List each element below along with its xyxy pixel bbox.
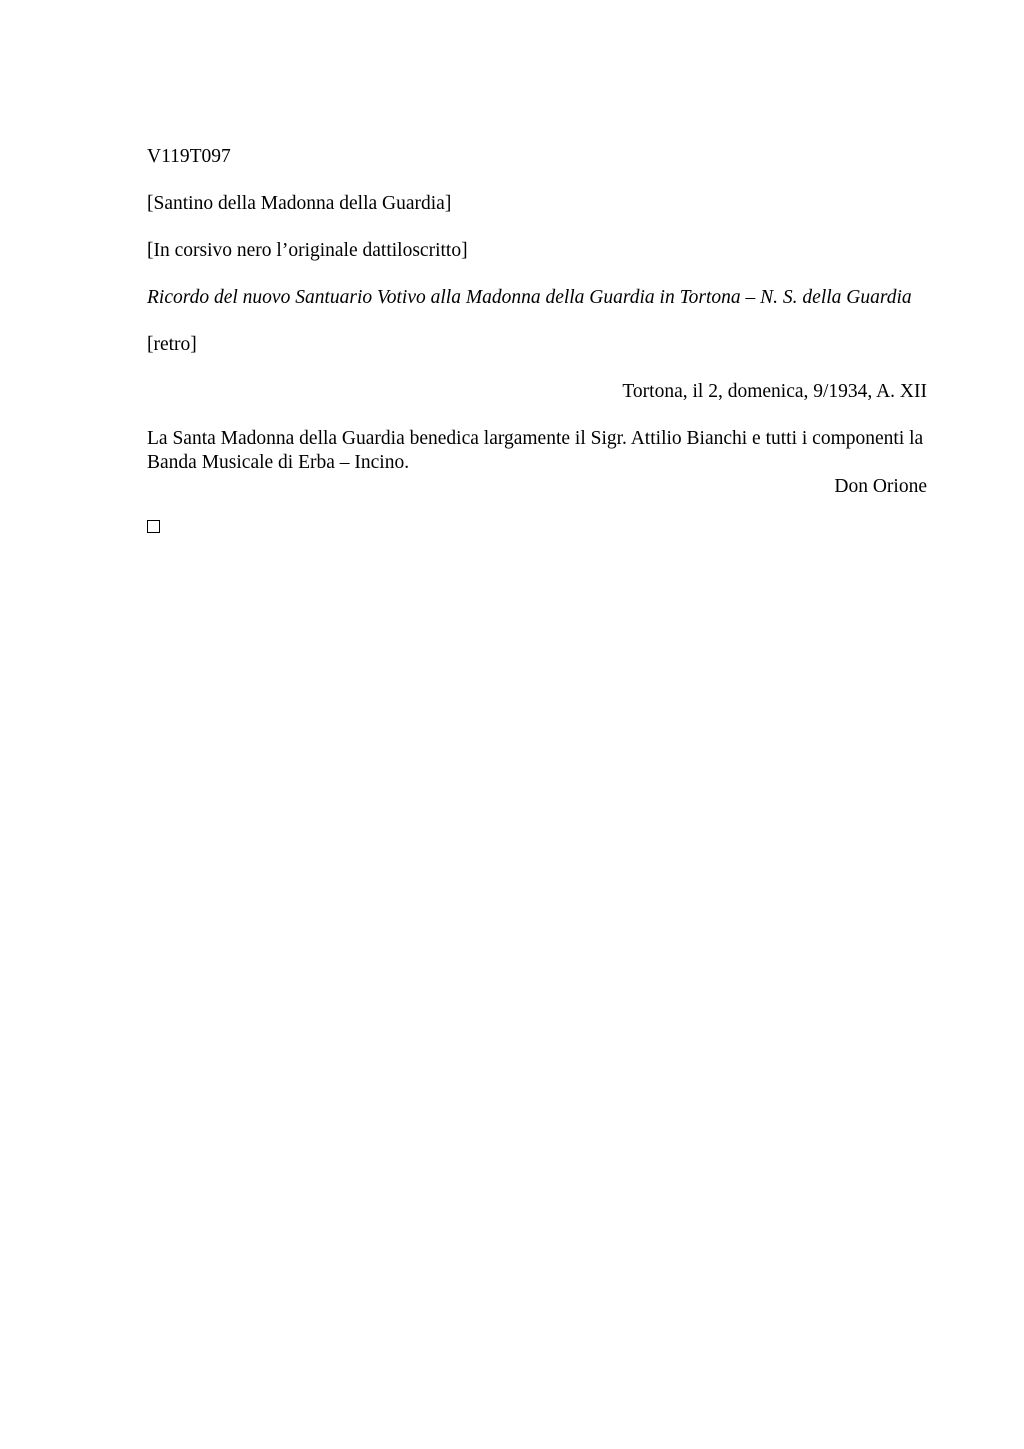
body-text: La Santa Madonna della Guardia benedica largamente il Sigr. Attilio Bianchi e tutti i componenti la Banda Musicale di Erba – Incino.	[147, 428, 924, 473]
document-code: V119T097	[147, 146, 231, 167]
document-page	[147, 145, 927, 533]
editorial-note: [In corsivo nero l’originale dattiloscritto]	[147, 240, 468, 261]
document-subject: [Santino della Madonna della Guardia]	[147, 193, 452, 214]
signature: Don Orione	[834, 476, 927, 497]
back-label: [retro]	[147, 334, 197, 355]
empty-square-glyph	[147, 520, 160, 533]
dateline: Tortona, il 2, domenica, 9/1934, A. XII	[622, 381, 927, 402]
front-text: Ricordo del nuovo Santuario Votivo alla Madonna della Guardia in Tortona – N. S. della Guardia	[147, 287, 912, 308]
